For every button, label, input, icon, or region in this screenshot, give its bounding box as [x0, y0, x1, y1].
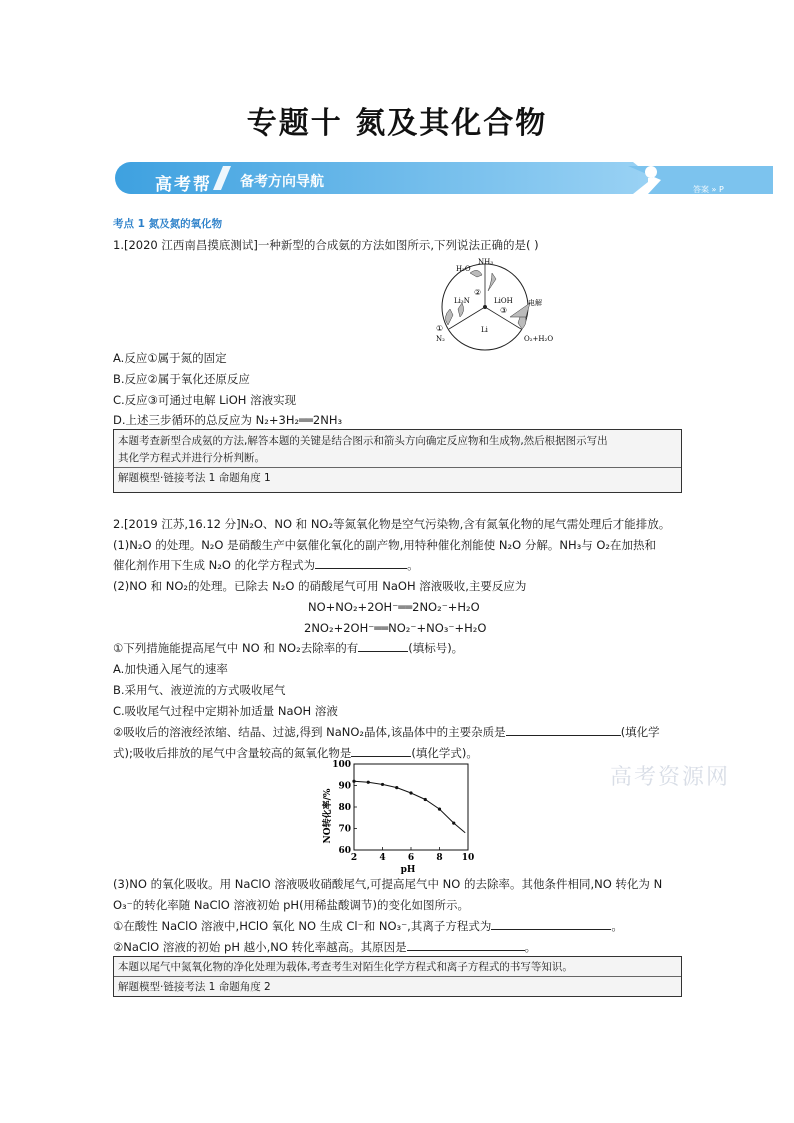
q1-option-c: C.反应③可通过电解 LiOH 溶液实现	[113, 393, 297, 407]
q2-sub2-text: ②吸收后的溶液经浓缩、结晶、过滤,得到 NaNO₂晶体,该晶体中的主要杂质是	[113, 725, 506, 739]
label-r1: ①	[436, 324, 444, 333]
q2-option-c: C.吸收尾气过程中定期补加适量 NaOH 溶液	[113, 704, 338, 718]
q1-box-text-2: 其化学方程式并进行分析判断。	[118, 452, 265, 464]
y-tick-label: 90	[338, 781, 351, 792]
q2-sub1-tail: (填标号)。	[408, 641, 464, 655]
equation-2: 2NO₂+2OH⁻══NO₂⁻+NO₃⁻+H₂O	[304, 621, 487, 635]
ammonia-cycle-diagram	[430, 255, 590, 355]
y-tick-label: 70	[338, 824, 351, 835]
label-lioh: LiOH	[494, 297, 513, 305]
answer-link[interactable]: 答案 » P	[693, 185, 724, 194]
label-dianjie: 电解	[528, 299, 542, 307]
q2-part3-e-text: ②NaClO 溶液的初始 pH 越小,NO 转化率越高。其原因是	[113, 940, 407, 954]
series-line	[354, 781, 465, 833]
q2-analysis-box	[113, 956, 682, 997]
banner-brand: 高考帮	[155, 175, 212, 195]
data-point	[452, 822, 455, 825]
q2-sub1-text: ①下列措施能提高尾气中 NO 和 NO₂去除率的有	[113, 641, 359, 655]
answer-blank[interactable]	[358, 640, 408, 652]
label-h2o: H₂O	[456, 265, 471, 273]
q2-sub2-tail: (填化学	[620, 725, 660, 739]
y-tick-label: 100	[332, 760, 351, 770]
q2-part3-e	[113, 939, 536, 955]
answer-blank[interactable]	[491, 918, 611, 930]
q2-sub2-c-text: 式);吸收后排放的尾气中含量较高的氮氧化物是	[113, 746, 352, 760]
q2-part2: (2)NO 和 NO₂的处理。已除去 N₂O 的硝酸尾气可用 NaOH 溶液吸收,主要反应为	[113, 579, 527, 593]
q2-option-a: A.加快通入尾气的速率	[113, 662, 228, 676]
banner-subtitle: 备考方向导航	[240, 174, 324, 190]
answer-blank[interactable]	[506, 724, 621, 736]
x-tick-label: 4	[379, 853, 386, 863]
q2-box-link[interactable]: 解题模型·链接考法 1 命题角度 2	[118, 981, 271, 993]
x-axis-label: pH	[400, 865, 416, 875]
data-point	[352, 780, 355, 783]
q2-part3-f-text: 。	[524, 940, 537, 954]
data-point	[395, 786, 398, 789]
q2-part1-c-text: 。	[407, 558, 419, 572]
data-point	[424, 798, 427, 801]
q2-part1-a: (1)N₂O 的处理。N₂O 是硝酸生产中氨催化氧化的副产物,用特种催化剂能使 N₂O 分解。NH₃与 O₂在加热和	[113, 538, 657, 552]
x-tick-label: 2	[350, 853, 358, 863]
label-o2: O₂+H₂O	[524, 335, 554, 343]
q2-stem: 2.[2019 江苏,16.12 分]N₂O、NO 和 NO₂等氮氧化物是空气污染物,含有氮氧化物的尾气需处理后才能排放。	[113, 517, 671, 531]
q1-box-text-1: 本题考查新型合成氨的方法,解答本题的关键是结合图示和箭头方向确定反应物和生成物,然后根据图示写出	[118, 435, 608, 447]
q2-sub1	[113, 640, 463, 656]
label-n2: N₂	[436, 335, 445, 343]
q2-part1-b	[113, 557, 419, 573]
equation-1: NO+NO₂+2OH⁻══2NO₂⁻+H₂O	[308, 600, 480, 614]
page-title: 专题十 氮及其化合物	[246, 106, 548, 141]
label-r3: ③	[500, 306, 508, 315]
answer-blank[interactable]	[351, 745, 411, 757]
x-tick-label: 6	[407, 853, 415, 863]
plot-frame	[354, 764, 468, 850]
no-conversion-chart	[318, 758, 478, 876]
watermark: 高考资源网	[610, 765, 731, 790]
q1-option-d: D.上述三步循环的总反应为 N₂+3H₂══2NH₃	[113, 413, 343, 427]
q1-option-a: A.反应①属于氮的固定	[113, 351, 227, 365]
q1-analysis-box	[113, 429, 682, 493]
q2-sub2-d-text: (填化学式)。	[411, 746, 478, 760]
q2-part3-d-text: 。	[611, 919, 623, 933]
q2-part3-c	[113, 918, 623, 934]
x-tick-label: 8	[436, 853, 443, 863]
q1-stem: 1.[2020 江西南昌摸底测试]一种新型的合成氨的方法如图所示,下列说法正确的是( )	[113, 238, 539, 252]
q2-part3-a: (3)NO 的氧化吸收。用 NaClO 溶液吸收硝酸尾气,可提高尾气中 NO 的去除率。其他条件相同,NO 转化为 N	[113, 877, 663, 891]
q2-box-text: 本题以尾气中氮氧化物的净化处理为载体,考查考生对陌生化学方程式和离子方程式的书写等知识。	[118, 961, 573, 973]
q2-part1-b-text: 催化剂作用下生成 N₂O 的化学方程式为	[113, 558, 316, 572]
answer-blank[interactable]	[315, 557, 407, 569]
label-r2: ②	[474, 288, 482, 297]
data-point	[381, 783, 384, 786]
y-axis-label: NO转化率/%	[323, 788, 333, 844]
y-tick-label: 60	[338, 846, 351, 856]
q1-option-b: B.反应②属于氧化还原反应	[113, 372, 250, 386]
label-li: Li	[481, 326, 488, 334]
q2-option-b: B.采用气、液逆流的方式吸收尾气	[113, 683, 286, 697]
answer-blank[interactable]	[407, 939, 525, 951]
data-point	[438, 808, 441, 811]
q2-part3-c-text: ①在酸性 NaClO 溶液中,HClO 氧化 NO 生成 Cl⁻和 NO₃⁻,其离子方程式为	[113, 919, 492, 933]
label-nh3: NH₃	[478, 258, 494, 266]
q2-part3-b: O₃⁻的转化率随 NaClO 溶液初始 pH(用稀盐酸调节)的变化如图所示。	[113, 898, 470, 912]
y-tick-label: 80	[338, 803, 351, 813]
x-tick-label: 10	[461, 853, 475, 863]
section-banner	[113, 160, 773, 196]
section-heading: 考点 1 氮及氮的氧化物	[113, 218, 223, 230]
q2-sub2-a	[113, 724, 660, 740]
data-point	[409, 791, 412, 794]
label-li3n: Li₃N	[454, 297, 470, 305]
q1-box-link[interactable]: 解题模型·链接考法 1 命题角度 1	[118, 472, 271, 484]
data-point	[367, 781, 370, 784]
